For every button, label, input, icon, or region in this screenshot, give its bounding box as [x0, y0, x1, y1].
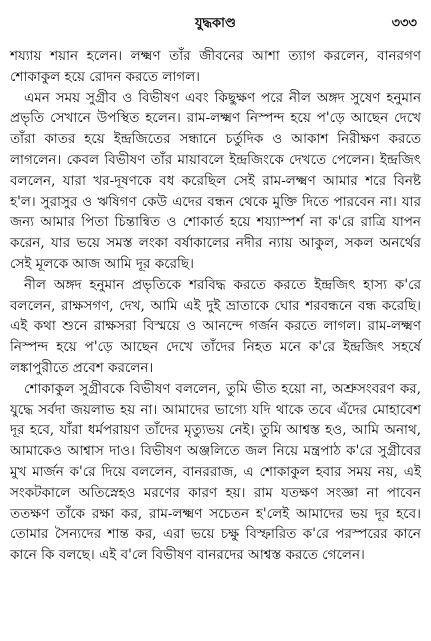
paragraph: নীল অঙ্গদ হনুমান প্রভৃতিকে শরবিদ্ধ করতে করতে ইন্দ্রজিৎ হাস্য ক'রে বললেন, রাক্ষসগণ, দেখ, আমি এই দুই ভ্রাতাকে ঘোর শরবন্ধনে বন্ধ করেছি। এই কথা শুনে রাক্ষসরা বিস্ময়ে ও আনন্দে গর্জন করতে লাগল। রাম-লক্ষ্মণ নিস্পন্দ হয়ে প'ড়ে আছেন দেখে তাঁদের নিহত মনে ক'রে ইন্দ্রজিৎ সহর্ষে লঙ্কাপুরীতে প্রবেশ করলেন। — [10, 276, 421, 376]
page-number: ৩৩৩ — [391, 16, 417, 31]
paragraph: এমন সময় সুগ্রীব ও বিভীষণ এবং কিছুক্ষণ পরে নীল অঙ্গদ সুষেণ হনুমান প্রভৃতি সেখানে উপস্থিত হলেন। রাম-লক্ষ্মণ নিস্পন্দ হয়ে প'ড়ে আছেন দেখে তাঁরা কাতর হয়ে ইন্দ্রজিতের সন্ধানে চর্তুদিক ও আকাশ নিরীক্ষণ করতে লাগলেন। কেবল বিভীষণ তাঁর মায়াবলে ইন্দ্রজিংকে দেখতে পেলেন। ইন্দ্রজিৎ বললেন, যারা খর-দূষণকে বধ করেছিল সেই রাম-লক্ষ্মণ আমার শরে বিনষ্ট হ'ল। সুরাসুর ও ঋষিগণ কেউ এদের বন্ধন থেকে মুক্তি দিতে পারবেন না। যার জন্য আমার পিতা চিন্তান্বিত ও শোকার্ত হয়ে শয্যাস্পর্শ না ক'রে রাত্রি যাপন করেন, যার ভয়ে সমস্ত লংকা বর্ষাকালের নদীর ন্যায় আকুল, সকল অনর্থের সেই মূলকে আজ আমি দূর করেছি। — [10, 89, 421, 272]
page-header — [10, 8, 421, 32]
paragraph-continuation: শয্যায় শয়ান হলেন। লক্ষ্মণ তাঁর জীবনের আশা ত্যাগ করলেন, বানরগণ শোকাকুল হয়ে রোদন করতে লাগল। — [10, 48, 421, 85]
running-title: যুদ্ধকাণ্ড — [195, 16, 236, 31]
body-text — [10, 46, 421, 566]
paragraph: শোকাকুল সুগ্রীবকে বিভীষণ বললেন, তুমি ভীত হয়ো না, অশ্রুসংবরণ কর, যুদ্ধে সর্বদা জয়লাভ হয় না। আমাদের ভাগ্যে যদি থাকে তবে এঁদের মোহাবেশ দূর হবে, যাঁরা ধর্মপরায়ণ তাঁদের মৃত্যুভয় নেই। তুমি আশ্বস্ত হও, আমি অনাথ, আমাকেও আশ্বাস দাও। বিভীষণ অঞ্জলিতে জল নিয়ে মন্ত্রপাঠ ক'রে সুগ্রীবের মুখ মার্জন ক'রে দিয়ে বললেন, বানররাজ, এ শোকাকুল হবার সময় নয়, এই সংকটকালে অতিস্নেহও মরণের কারণ হয়। রাম যতক্ষণ সংজ্ঞা না পাবেন ততক্ষণ তাঁকে রক্ষা কর, রাম-লক্ষ্মণ সচেতন হ'লেই আমাদের ভয় দূর হবে। তোমার সৈন্যদের শান্ত কর, এরা ভয়ে চক্ষু বিস্ফারিত ক'রে পরস্পরের কানে কানে কি বলছে। এই ব'লে বিভীষণ বানরদের আশ্বস্ত করতে গেলেন। — [10, 380, 421, 564]
